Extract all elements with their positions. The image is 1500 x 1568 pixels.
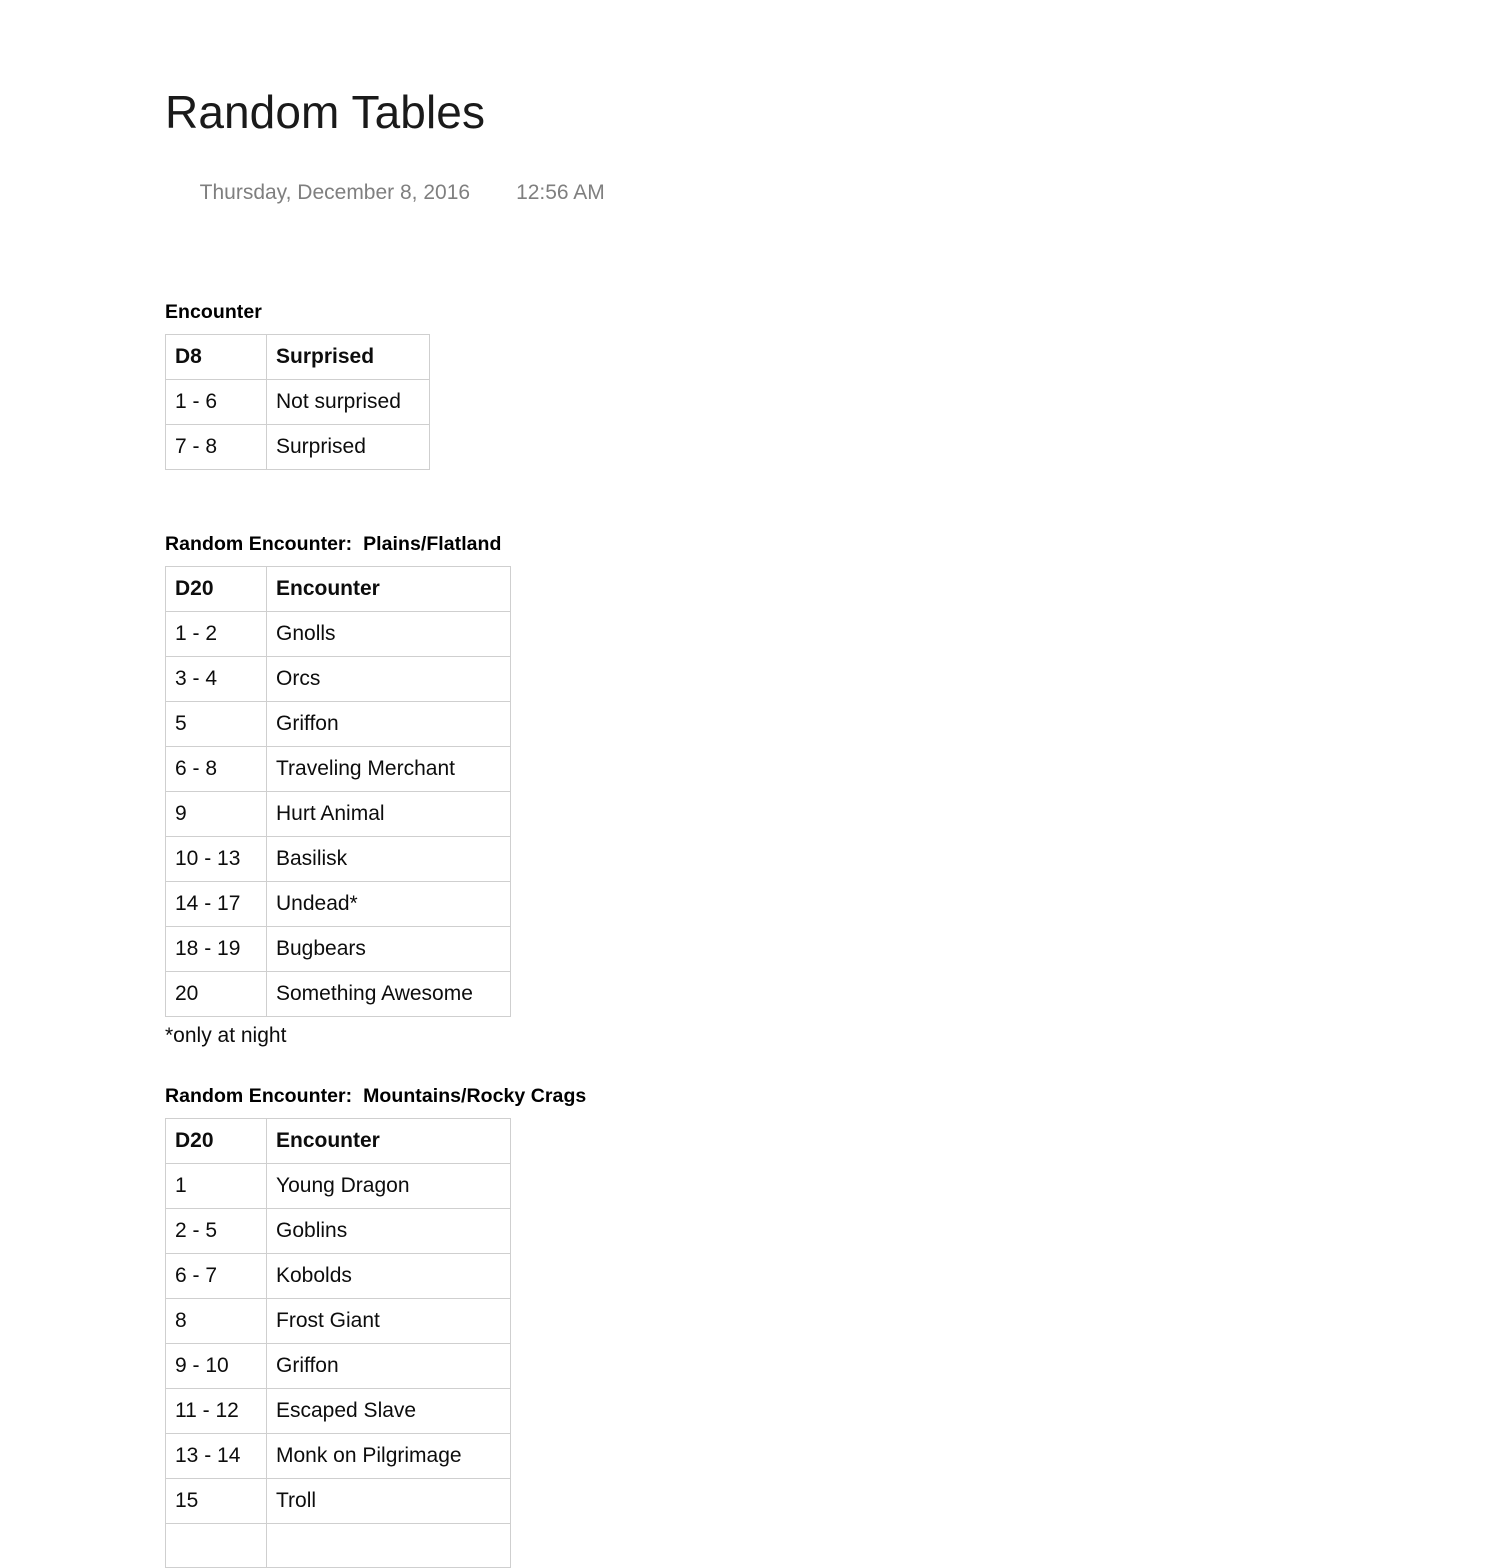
cell-result: Young Dragon [267, 1163, 511, 1208]
cell-roll: 1 - 2 [166, 611, 267, 656]
table-header-row [166, 566, 511, 611]
table-row [166, 881, 511, 926]
cell-result: Kobolds [267, 1253, 511, 1298]
cell-roll: 14 - 17 [166, 881, 267, 926]
cell-result: Traveling Merchant [267, 746, 511, 791]
spacer [165, 229, 1345, 301]
document-time: 12:56 AM [516, 180, 605, 204]
page-title: Random Tables [165, 86, 486, 138]
cell-result: Goblins [267, 1208, 511, 1253]
cell-roll: 13 - 14 [166, 1433, 267, 1478]
table-row [166, 791, 511, 836]
table-row [166, 1163, 511, 1208]
cell-result: Surprised [267, 424, 430, 469]
cell-roll: 18 - 19 [166, 926, 267, 971]
table-row [166, 611, 511, 656]
column-header-d8: D8 [166, 334, 267, 379]
table-random-encounter-mountains [165, 1118, 511, 1568]
cell-roll: 6 - 7 [166, 1253, 267, 1298]
table-row [166, 1298, 511, 1343]
table-footnote-plains: *only at night [165, 1023, 287, 1047]
table-random-encounter-plains [165, 566, 511, 1017]
spacer [165, 1049, 1345, 1085]
section-heading-mountains: Random Encounter: Mountains/Rocky Crags [165, 1084, 587, 1107]
column-header-encounter: Encounter [267, 1118, 511, 1163]
table-row [166, 1433, 511, 1478]
column-header-d20: D20 [166, 1118, 267, 1163]
cell-roll: 10 - 13 [166, 836, 267, 881]
document-date: Thursday, December 8, 2016 [199, 180, 471, 204]
cell-roll: 1 [166, 1163, 267, 1208]
table-row-clipped [166, 1523, 511, 1567]
table-row [166, 424, 430, 469]
table-header-row [166, 1118, 511, 1163]
cell-roll: 3 - 4 [166, 656, 267, 701]
cell-roll: 8 [166, 1298, 267, 1343]
table-row [166, 1343, 511, 1388]
cell-roll: 2 - 5 [166, 1208, 267, 1253]
table-encounter [165, 334, 430, 470]
table-row [166, 836, 511, 881]
column-header-encounter: Encounter [267, 566, 511, 611]
table-row [166, 656, 511, 701]
spacer [165, 470, 1345, 533]
spacer [165, 324, 1345, 334]
cell-result: Not surprised [267, 379, 430, 424]
cell-result: Monk on Pilgrimage [267, 1433, 511, 1478]
table-row [166, 1388, 511, 1433]
table-row [166, 701, 511, 746]
document-datetime [165, 138, 1345, 229]
cell-roll [166, 1523, 267, 1567]
cell-result: Something Awesome [267, 971, 511, 1016]
cell-result: Bugbears [267, 926, 511, 971]
table-row [166, 971, 511, 1016]
cell-result: Basilisk [267, 836, 511, 881]
cell-result: Orcs [267, 656, 511, 701]
spacer [165, 1108, 1345, 1118]
cell-roll: 7 - 8 [166, 424, 267, 469]
cell-roll: 1 - 6 [166, 379, 267, 424]
cell-roll: 9 - 10 [166, 1343, 267, 1388]
table-row [166, 926, 511, 971]
table-row [166, 1478, 511, 1523]
cell-roll: 9 [166, 791, 267, 836]
cell-roll: 6 - 8 [166, 746, 267, 791]
cell-roll: 11 - 12 [166, 1388, 267, 1433]
document-content [165, 0, 1345, 1568]
table-row [166, 379, 430, 424]
cell-result: Frost Giant [267, 1298, 511, 1343]
cell-roll: 5 [166, 701, 267, 746]
section-heading-encounter: Encounter [165, 300, 262, 323]
cell-roll: 15 [166, 1478, 267, 1523]
cell-result: Griffon [267, 1343, 511, 1388]
table-row [166, 1208, 511, 1253]
cell-roll: 20 [166, 971, 267, 1016]
table-row [166, 1253, 511, 1298]
section-heading-plains: Random Encounter: Plains/Flatland [165, 532, 502, 555]
column-header-d20: D20 [166, 566, 267, 611]
cell-result: Gnolls [267, 611, 511, 656]
spacer [165, 556, 1345, 566]
cell-result: Hurt Animal [267, 791, 511, 836]
cell-result [267, 1523, 511, 1567]
column-header-surprised: Surprised [267, 334, 430, 379]
table-row [166, 746, 511, 791]
cell-result: Undead* [267, 881, 511, 926]
table-header-row [166, 334, 430, 379]
cell-result: Griffon [267, 701, 511, 746]
cell-result: Escaped Slave [267, 1388, 511, 1433]
cell-result: Troll [267, 1478, 511, 1523]
